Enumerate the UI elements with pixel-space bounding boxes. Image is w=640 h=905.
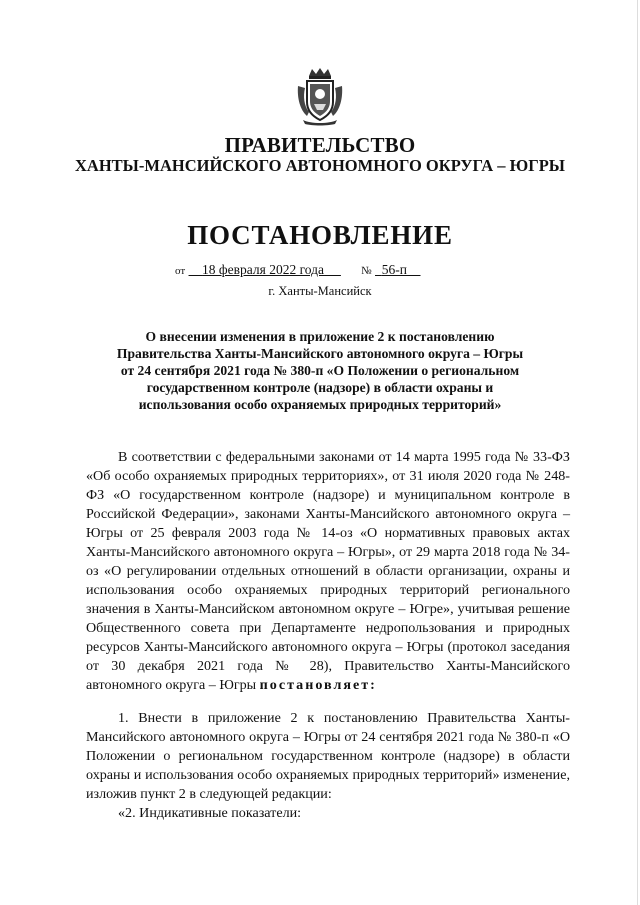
city: г. Ханты-Мансийск <box>268 284 372 298</box>
paragraph-preamble <box>86 448 570 695</box>
heading-line: О внесении изменения в приложение 2 к постановлению <box>145 329 495 344</box>
heading-line: использования особо охраняемых природных территорий» <box>138 397 502 412</box>
date-value: 18 февраля 2022 года <box>202 262 325 277</box>
date-number-line <box>175 262 421 278</box>
heading-line: государственном контроле (надзоре) в области охраны и <box>146 380 494 395</box>
date-field <box>189 262 341 277</box>
resolution-keyword: постановляет: <box>259 677 377 693</box>
document-heading <box>80 328 560 413</box>
document-body <box>86 448 570 823</box>
government-subtitle: ХАНТЫ-МАНСИЙСКОГО АВТОНОМНОГО ОКРУГА – ЮГРЫ <box>75 156 565 175</box>
page-edge <box>637 0 638 905</box>
document-type: ПОСТАНОВЛЕНИЕ <box>187 220 453 250</box>
preamble-text: В соответствии с федеральными законами от 14 марта 1995 года № 33-ФЗ «Об особо охраняемых природных территориях», от 31 июля 2020 года № 248-ФЗ «О государственном контроле (надзоре) и муниципальном контроле в Российской Федерации», законами Ханты-Мансийского автономного округа – Югры от 25 февраля 2003 года № 14-оз «О нормативных правовых актах Ханты-Мансийского автономного округа – Югры», от 29 марта 2018 года № 34-оз «О регулировании отдельных отношений в области организации, охраны и использования особо охраняемых природных территорий регионального значения в Ханты-Мансийском автономном округе – Югре», учитывая решение Общественного совета при Департаменте недропользования и природных ресурсов Ханты-Мансийского автономного округа – Югры (протокол заседания от 30 декабря 2021 года № 28), Правительство Ханты-Мансийского автономного округа – Югры <box>86 449 570 693</box>
government-title: ПРАВИТЕЛЬСТВО <box>224 133 416 157</box>
heading-line: от 24 сентября 2021 года № 380-п «О Положении о региональном <box>120 363 520 378</box>
date-prefix: от <box>175 265 186 277</box>
number-field <box>375 262 420 277</box>
number-prefix: № <box>361 265 372 277</box>
number-value: 56-п <box>381 262 407 277</box>
coat-of-arms-emblem <box>295 66 345 126</box>
paragraph-item-2: «2. Индикативные показатели: <box>118 805 302 821</box>
paragraph-item-1: 1. Внести в приложение 2 к постановлению Правительства Ханты-Мансийского автономного округа – Югры от 24 сентября 2021 года № 380-п «О Положении о региональном государственном контроле (надзоре) в области охраны и использования особо охраняемых природных территорий» изменение, изложив пункт 2 в следующей редакции: <box>86 710 570 802</box>
heading-line: Правительства Ханты-Мансийского автономного округа – Югры <box>116 346 524 361</box>
